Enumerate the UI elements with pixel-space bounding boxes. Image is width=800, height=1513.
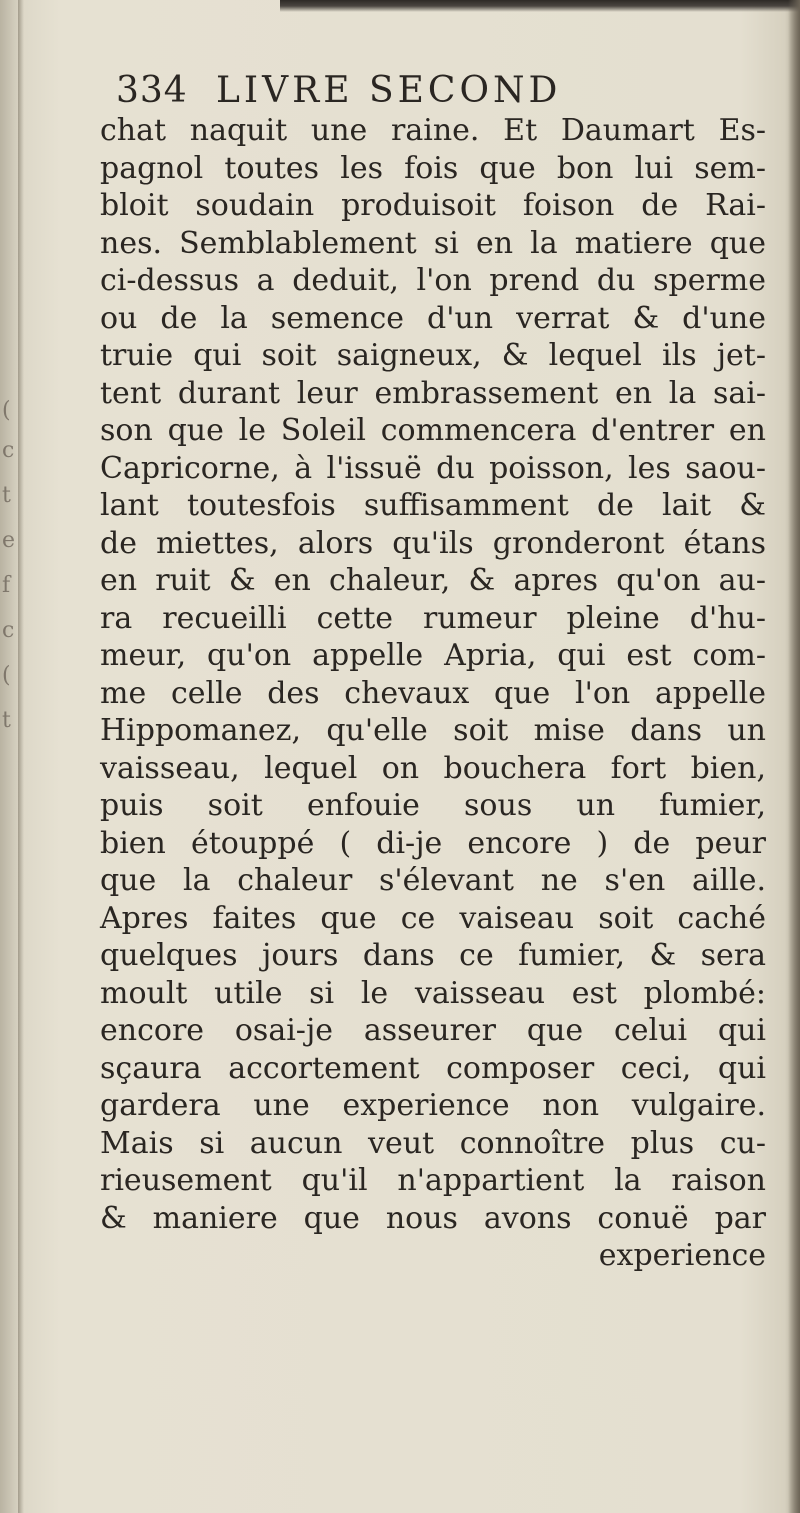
text-line: rieusement qu'il n'appartient la raison bbox=[100, 1163, 766, 1198]
page-number: 334 bbox=[116, 70, 188, 111]
bleed-through-mark: ( bbox=[2, 398, 11, 423]
text-line: ci-dessus a deduit, l'on prend du sperme bbox=[100, 263, 766, 298]
text-line: vaisseau, lequel on bouchera fort bien, bbox=[100, 750, 766, 786]
bleed-through-mark: t bbox=[2, 708, 11, 733]
text-line: son que le Soleil commencera d'entrer en bbox=[100, 413, 766, 448]
text-line: & maniere que nous avons conuë par bbox=[100, 1200, 766, 1236]
bleed-through-mark: c bbox=[2, 438, 15, 463]
text-line: truie qui soit saigneux, & lequel ils jet- bbox=[100, 338, 766, 373]
text-line: lant toutesfois suffisamment de lait & bbox=[100, 488, 766, 523]
text-line: bien étouppé ( di-je encore ) de peur bbox=[100, 825, 766, 861]
body-text bbox=[100, 112, 766, 1275]
text-line: Capricorne, à l'issuë du poisson, les saou- bbox=[100, 450, 766, 486]
page-top-shadow bbox=[280, 0, 800, 12]
bleed-through-mark: f bbox=[2, 573, 11, 598]
bleed-through-mark: c bbox=[2, 618, 15, 643]
text-line: Mais si aucun veut connoître plus cu- bbox=[100, 1125, 766, 1161]
text-line: chat naquit une raine. Et Daumart Es- bbox=[100, 113, 766, 148]
running-title: LIVRE SECOND bbox=[216, 70, 562, 111]
text-line: moult utile si le vaisseau est plombé: bbox=[100, 975, 766, 1011]
text-line: me celle des chevaux que l'on appelle bbox=[100, 675, 766, 711]
bleed-through-mark: e bbox=[2, 528, 16, 553]
text-line: ou de la semence d'un verrat & d'une bbox=[100, 300, 766, 336]
binding-gutter bbox=[18, 0, 24, 1513]
text-line: meur, qu'on appelle Apria, qui est com- bbox=[100, 638, 766, 673]
text-line: en ruit & en chaleur, & apres qu'on au- bbox=[100, 563, 766, 598]
text-line: puis soit enfouie sous un fumier, bbox=[100, 788, 766, 823]
text-line: de miettes, alors qu'ils gronderont étans bbox=[100, 525, 766, 561]
text-line: nes. Semblablement si en la matiere que bbox=[100, 225, 766, 261]
text-line: pagnol toutes les fois que bon lui sem- bbox=[100, 150, 766, 186]
text-line: que la chaleur s'élevant ne s'en aille. bbox=[100, 863, 766, 898]
bleed-through-mark: ( bbox=[2, 663, 11, 688]
text-line: gardera une experience non vulgaire. bbox=[100, 1088, 766, 1123]
text-line: quelques jours dans ce fumier, & sera bbox=[100, 938, 766, 973]
text-line: Apres faites que ce vaiseau soit caché bbox=[100, 900, 766, 936]
text-line: Hippomanez, qu'elle soit mise dans un bbox=[100, 713, 766, 748]
text-line: sçaura accortement composer ceci, qui bbox=[100, 1050, 766, 1086]
text-line: encore osai-je asseurer que celui qui bbox=[100, 1013, 766, 1048]
running-head bbox=[116, 66, 676, 116]
bleed-through-mark: t bbox=[2, 483, 11, 508]
text-line: bloit soudain produisoit foison de Rai- bbox=[100, 188, 766, 223]
page-right-edge-shadow bbox=[788, 0, 800, 1513]
text-line: tent durant leur embrassement en la sai- bbox=[100, 375, 766, 411]
text-line: ra recueilli cette rumeur pleine d'hu- bbox=[100, 600, 766, 636]
text-line: experience bbox=[598, 1238, 766, 1273]
